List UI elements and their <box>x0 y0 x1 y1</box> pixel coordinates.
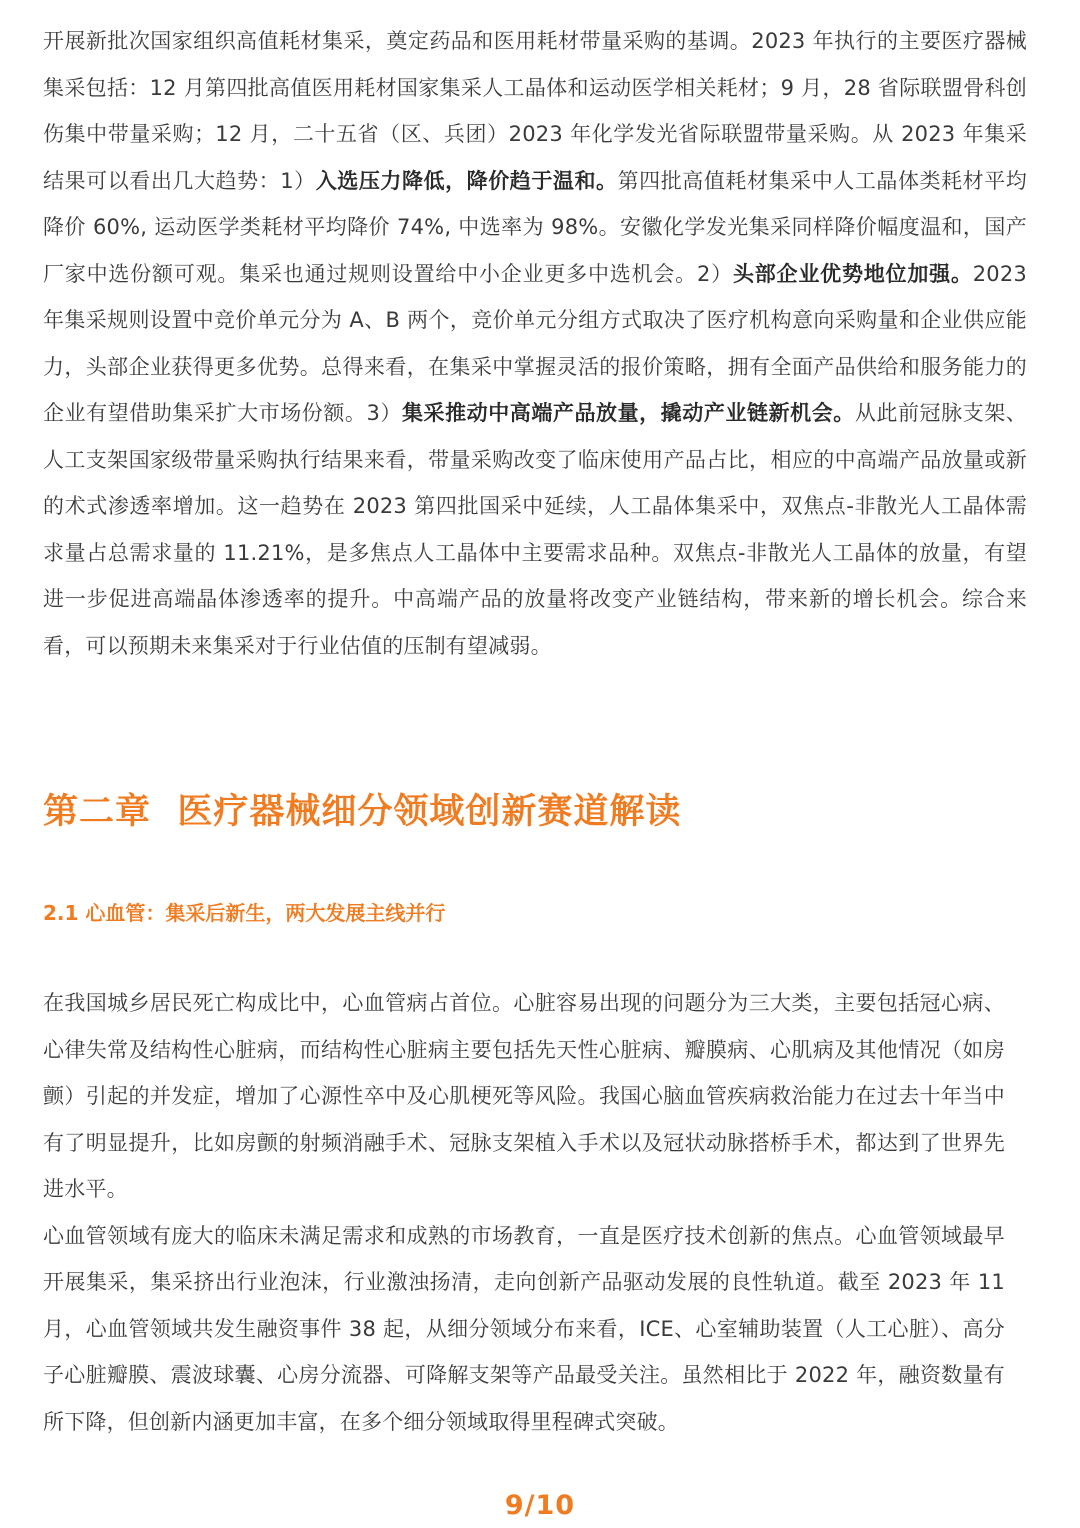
trend-1-highlight: 入选压力降低，降价趋于温和。 <box>315 168 618 193</box>
page-indicator: 9/10 <box>504 1490 576 1521</box>
chapter-title: 第二章 医疗器械细分领域创新赛道解读 <box>43 792 682 832</box>
intro-text-2: 第四批高值耗材集采中人工晶体类耗材平均降价 60%, 运动医学类耗材平均降价 74%, 中选率为 98%。安徽化学发光集采同样降价幅度温和，国产厂家中选份额可观。集采也通过规则设置给中小企业更多中选机会。2） <box>43 168 1027 286</box>
intro-text-3: 2023 年集采规则设置中竞价单元分为 A、B 两个，竞价单元分组方式取决了医疗机构意向采购量和企业供应能力，头部企业获得更多优势。总得来看，在集采中掌握灵活的报价策略，拥有全面产品供给和服务能力的企业有望借助集采扩大市场份额。3） <box>43 261 1027 425</box>
section-body <box>43 980 1005 1445</box>
intro-text-4: 从此前冠脉支架、人工支架国家级带量采购执行结果来看，带量采购改变了临床使用产品占比，相应的中高端产品放量或新的术式渗透率增加。这一趋势在 2023 第四批国采中延续，人工晶体集采中，双焦点-非散光人工晶体需求量占总需求量的 11.21%，是多焦点人工晶体中主要需求品种。双焦点-非散光人工晶体的放量，有望进一步促进高端晶体渗透率的提升。中高端产品的放量将改变产业链结构，带来新的增长机会。综合来看，可以预期未来集采对于行业估值的压制有望减弱。 <box>43 401 1027 658</box>
trend-2-highlight: 头部企业优势地位加强。 <box>732 261 973 286</box>
intro-section <box>43 18 1027 669</box>
section-paragraph-2: 心血管领域有庞大的临床未满足需求和成熟的市场教育，一直是医疗技术创新的焦点。心血管领域最早开展集采，集采挤出行业泡沫，行业激浊扬清，走向创新产品驱动发展的良性轨道。截至 2023 年 11 月，心血管领域共发生融资事件 38 起，从细分领域分布来看，ICE、心室辅助装置（人工心脏）、高分子心脏瓣膜、震波球囊、心房分流器、可降解支架等产品最受关注。虽然相比于 2022 年，融资数量有所下降，但创新内涵更加丰富，在多个细分领域取得里程碑式突破。 <box>43 1223 1005 1434</box>
intro-text-1: 开展新批次国家组织高值耗材集采，奠定药品和医用耗材带量采购的基调。2023 年执行的主要医疗器械集采包括：12 月第四批高值医用耗材国家集采人工晶体和运动医学相关耗材；9 月，28 省际联盟骨科创伤集中带量采购；12 月，二十五省（区、兵团）2023 年化学发光省际联盟带量采购。从 2023 年集采结果可以看出几大趋势：1） <box>43 29 1027 193</box>
section-paragraph-1: 在我国城乡居民死亡构成比中，心血管病占首位。心脏容易出现的问题分为三大类，主要包括冠心病、心律失常及结构性心脏病，而结构性心脏病主要包括先天性心脏病、瓣膜病、心肌病及其他情况（如房颤）引起的并发症，增加了心源性卒中及心肌梗死等风险。我国心脑血管疾病救治能力在过去十年当中有了明显提升，比如房颤的射频消融手术、冠脉支架植入手术以及冠状动脉搭桥手术，都达到了世界先进水平。 <box>43 991 1005 1201</box>
trend-3-highlight: 集采推动中高端产品放量，撬动产业链新机会。 <box>401 401 855 425</box>
intro-paragraph <box>43 18 1027 669</box>
section-title: 2.1 心血管：集采后新生，两大发展主线并行 <box>43 901 446 925</box>
